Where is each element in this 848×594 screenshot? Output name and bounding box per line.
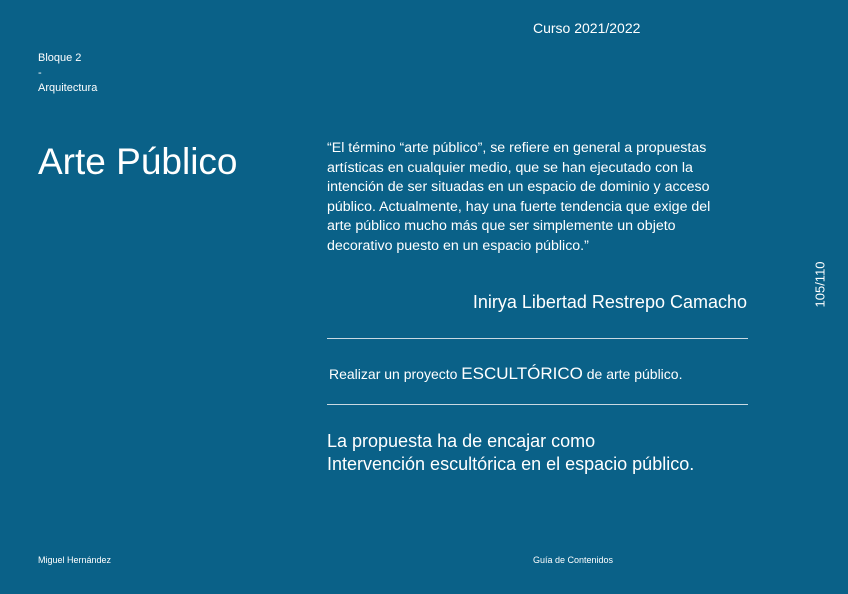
block-separator: -: [38, 67, 42, 79]
area-label: Arquitectura: [38, 82, 98, 94]
divider-bottom: [327, 404, 748, 405]
page-title: Arte Público: [38, 141, 238, 182]
proposal-line-2: Intervención escultórica en el espacio público.: [327, 454, 695, 474]
footer-author: Miguel Hernández: [38, 555, 112, 565]
page-number: 105/110: [812, 261, 828, 308]
proposal-line-1: La propuesta ha de encajar como: [327, 431, 596, 451]
assignment-after: de arte público.: [582, 366, 683, 382]
assignment-statement: [329, 364, 682, 384]
quote-author: Inirya Libertad Restrepo Camacho: [472, 292, 747, 312]
section-label: [38, 51, 97, 96]
course-year: Curso 2021/2022: [533, 20, 641, 36]
block-label: Bloque 2: [38, 52, 82, 64]
divider-top: [327, 338, 748, 339]
proposal-statement: [327, 430, 767, 476]
assignment-before: Realizar un proyecto: [329, 366, 462, 382]
quote-text: “El término “arte público”, se refiere en general a propuestas artísticas en cualquier medio, que se han ejecutado con la intención de ser situadas en un espacio de dominio y acceso público. Actualmente, hay una fuerte tendencia que exige del arte público mucho más que ser simplemente un objeto decorativo puesto en un espacio público.”: [327, 140, 711, 254]
assignment-emphasis: ESCULTÓRICO: [461, 364, 583, 383]
footer-guide: Guía de Contenidos: [533, 555, 614, 565]
